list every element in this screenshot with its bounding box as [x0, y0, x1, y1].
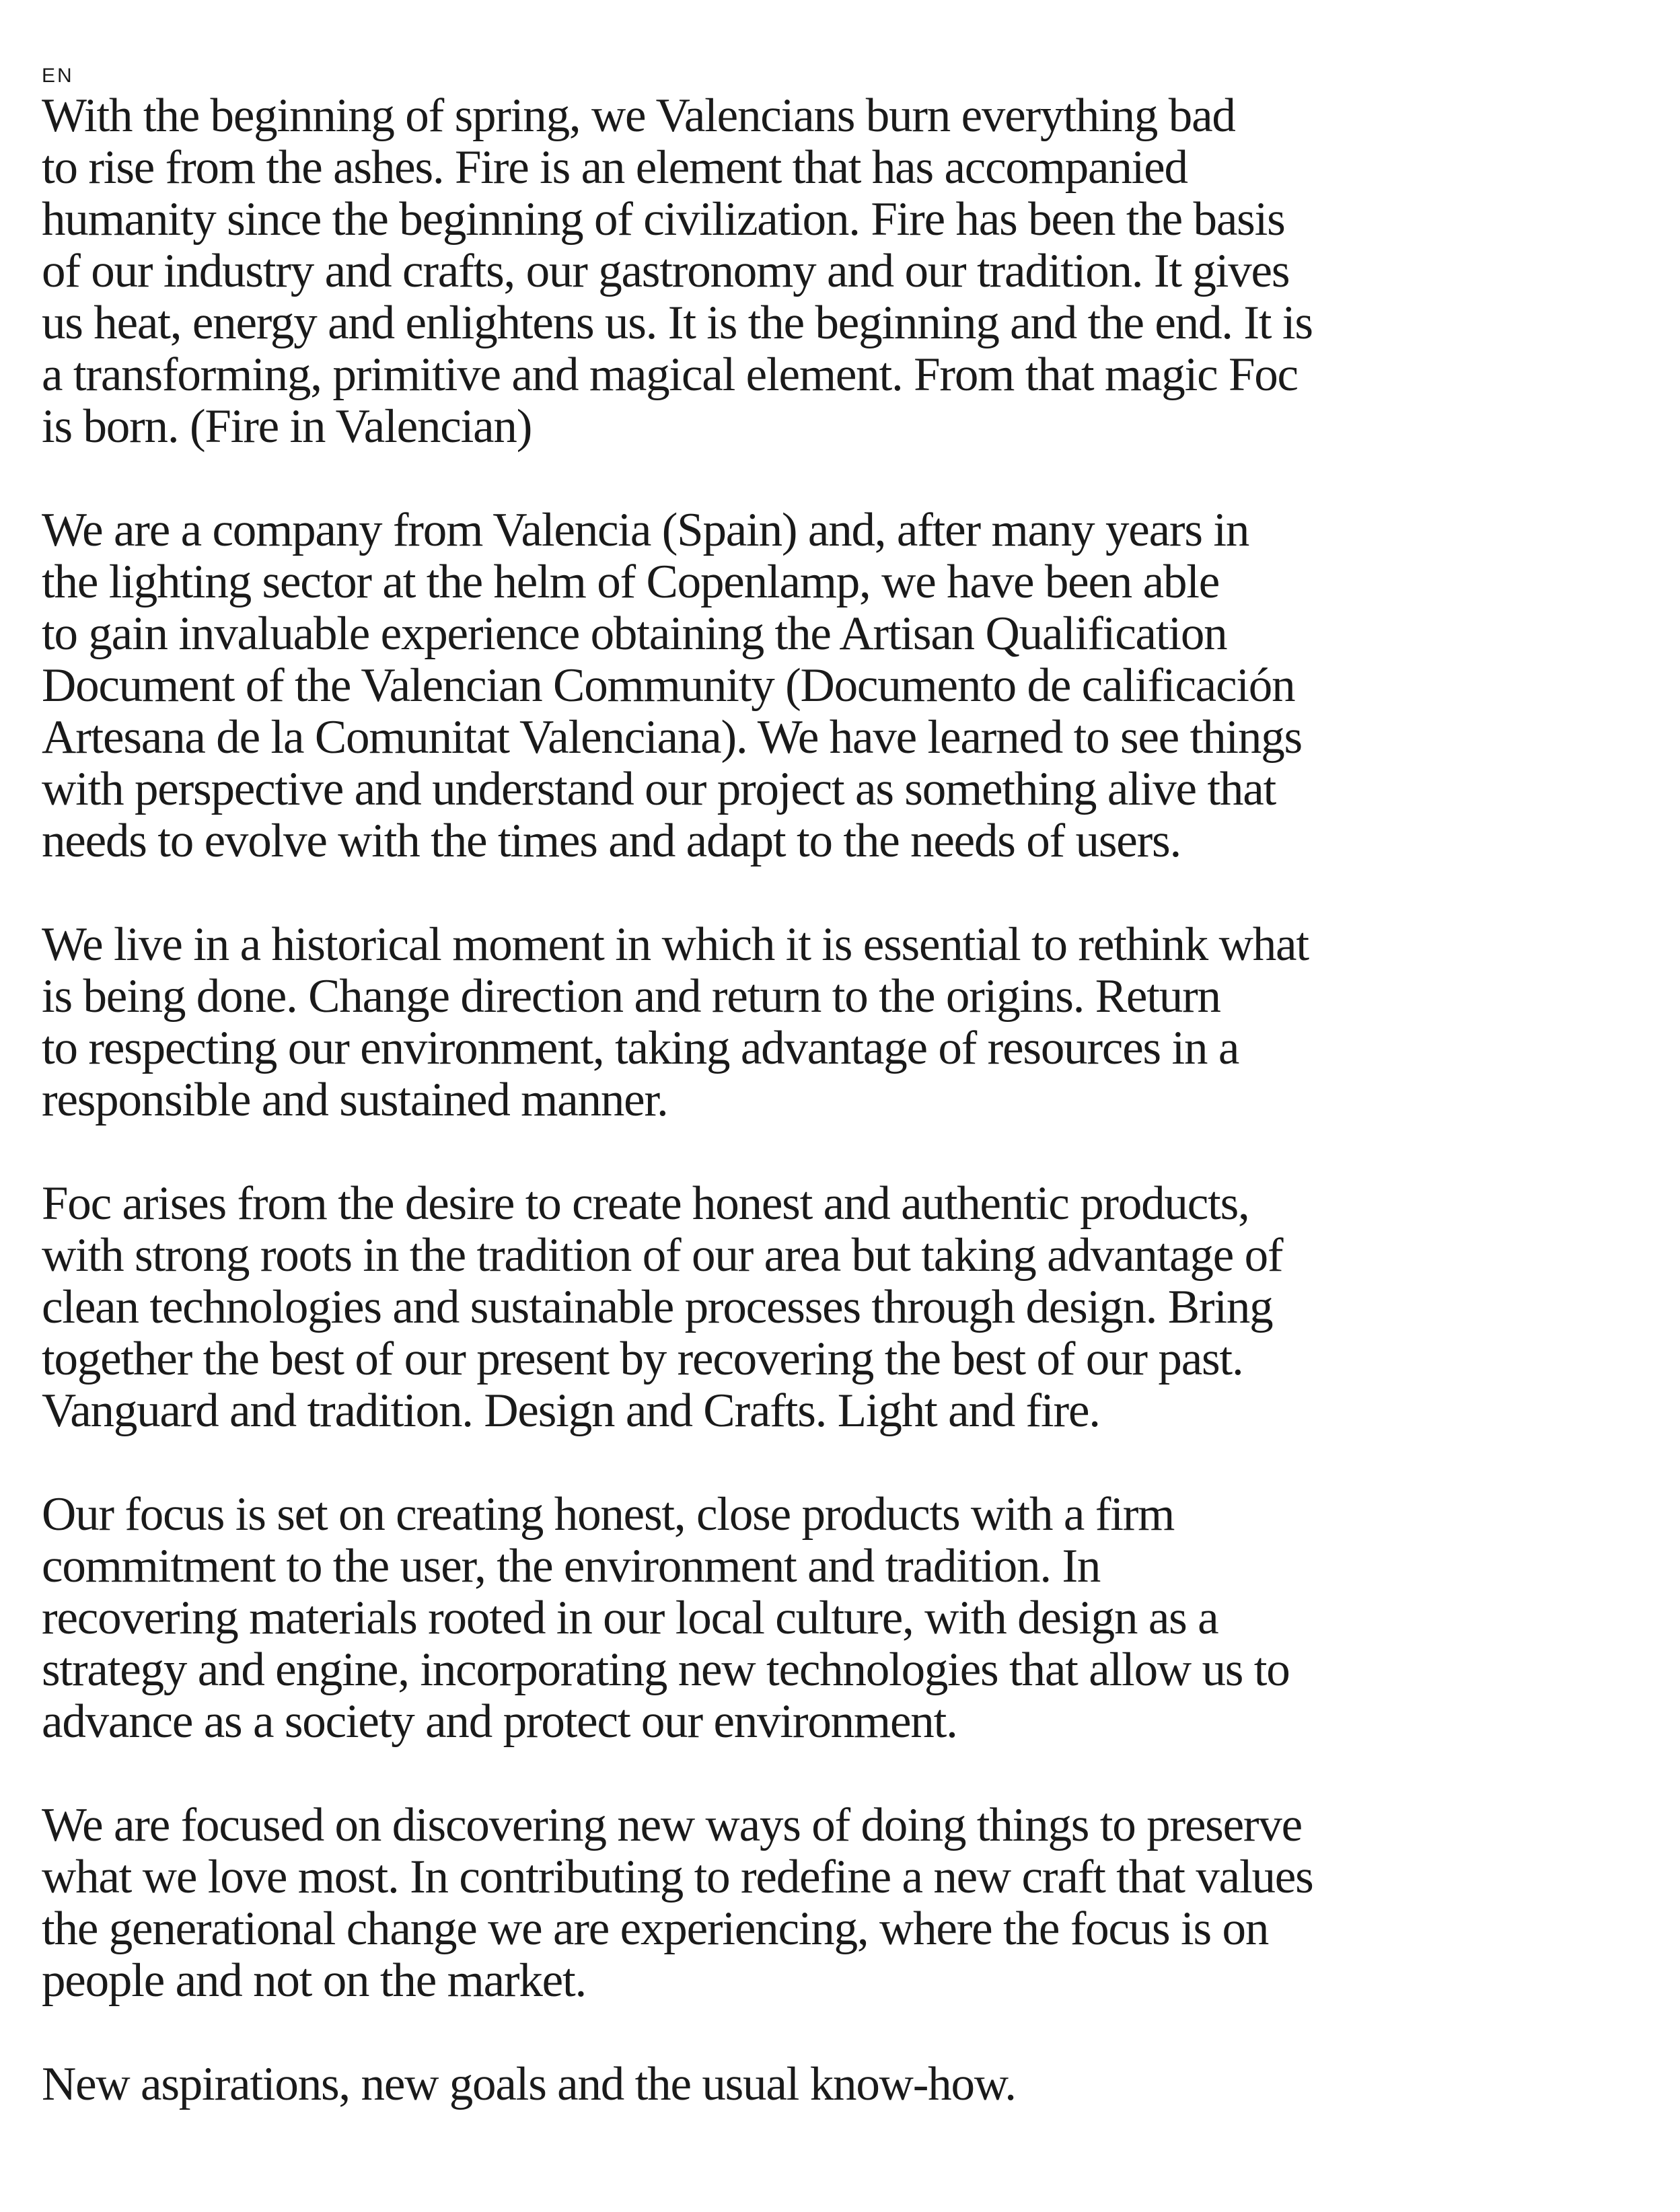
- text-line: people and not on the market.: [42, 1954, 587, 2007]
- text-line: is born. (Fire in Valencian): [42, 400, 532, 453]
- text-line: humanity since the beginning of civilization. Fire has been the basis: [42, 193, 1285, 246]
- text-line: commitment to the user, the environment and tradition. In: [42, 1540, 1101, 1592]
- paragraph-historical-moment: [42, 919, 1455, 1126]
- paragraph-closing: [42, 2059, 1455, 2110]
- paragraph-foc-arises: [42, 1178, 1455, 1437]
- paragraph-company: [42, 505, 1455, 867]
- text-line: Vanguard and tradition. Design and Crafts. Light and fire.: [42, 1385, 1100, 1437]
- text-line: to gain invaluable experience obtaining the Artisan Qualification: [42, 607, 1227, 660]
- text-line: together the best of our present by recovering the best of our past.: [42, 1333, 1243, 1385]
- text-line: us heat, energy and enlightens us. It is the beginning and the end. It is: [42, 297, 1313, 349]
- text-line: Foc arises from the desire to create honest and authentic products,: [42, 1177, 1249, 1230]
- text-line: With the beginning of spring, we Valencians burn everything bad: [42, 89, 1235, 142]
- text-line: We are focused on discovering new ways of doing things to preserve: [42, 1799, 1302, 1851]
- text-line: strategy and engine, incorporating new technologies that allow us to: [42, 1644, 1290, 1696]
- text-line: to rise from the ashes. Fire is an element that has accompanied: [42, 141, 1188, 194]
- language-label: EN: [42, 65, 74, 87]
- paragraph-our-focus: [42, 1489, 1455, 1748]
- text-line: responsible and sustained manner.: [42, 1074, 668, 1126]
- paragraph-intro: [42, 90, 1455, 453]
- text-line: of our industry and crafts, our gastronomy and our tradition. It gives: [42, 245, 1290, 297]
- text-line: the lighting sector at the helm of Copenlamp, we have been able: [42, 556, 1220, 608]
- text-line: We live in a historical moment in which it is essential to rethink what: [42, 918, 1309, 971]
- text-line: New aspirations, new goals and the usual know-how.: [42, 2058, 1016, 2110]
- text-line: needs to evolve with the times and adapt to the needs of users.: [42, 815, 1181, 867]
- text-line: Artesana de la Comunitat Valenciana). We have learned to see things: [42, 711, 1302, 764]
- text-line: with strong roots in the tradition of our area but taking advantage of: [42, 1229, 1283, 1282]
- document-page: [42, 65, 1455, 2162]
- text-line: the generational change we are experiencing, where the focus is on: [42, 1903, 1269, 1955]
- text-line: a transforming, primitive and magical element. From that magic Foc: [42, 348, 1298, 401]
- text-line: clean technologies and sustainable processes through design. Bring: [42, 1281, 1273, 1333]
- text-line: recovering materials rooted in our local culture, with design as a: [42, 1592, 1218, 1644]
- text-line: We are a company from Valencia (Spain) and, after many years in: [42, 504, 1249, 556]
- text-line: is being done. Change direction and return to the origins. Return: [42, 970, 1220, 1023]
- text-line: what we love most. In contributing to redefine a new craft that values: [42, 1851, 1313, 1903]
- text-line: with perspective and understand our project as something alive that: [42, 763, 1276, 815]
- text-line: to respecting our environment, taking advantage of resources in a: [42, 1022, 1239, 1074]
- text-line: Our focus is set on creating honest, close products with a firm: [42, 1488, 1175, 1541]
- text-line: advance as a society and protect our environment.: [42, 1695, 957, 1748]
- paragraph-new-ways: [42, 1800, 1455, 2007]
- text-line: Document of the Valencian Community (Documento de calificación: [42, 659, 1295, 712]
